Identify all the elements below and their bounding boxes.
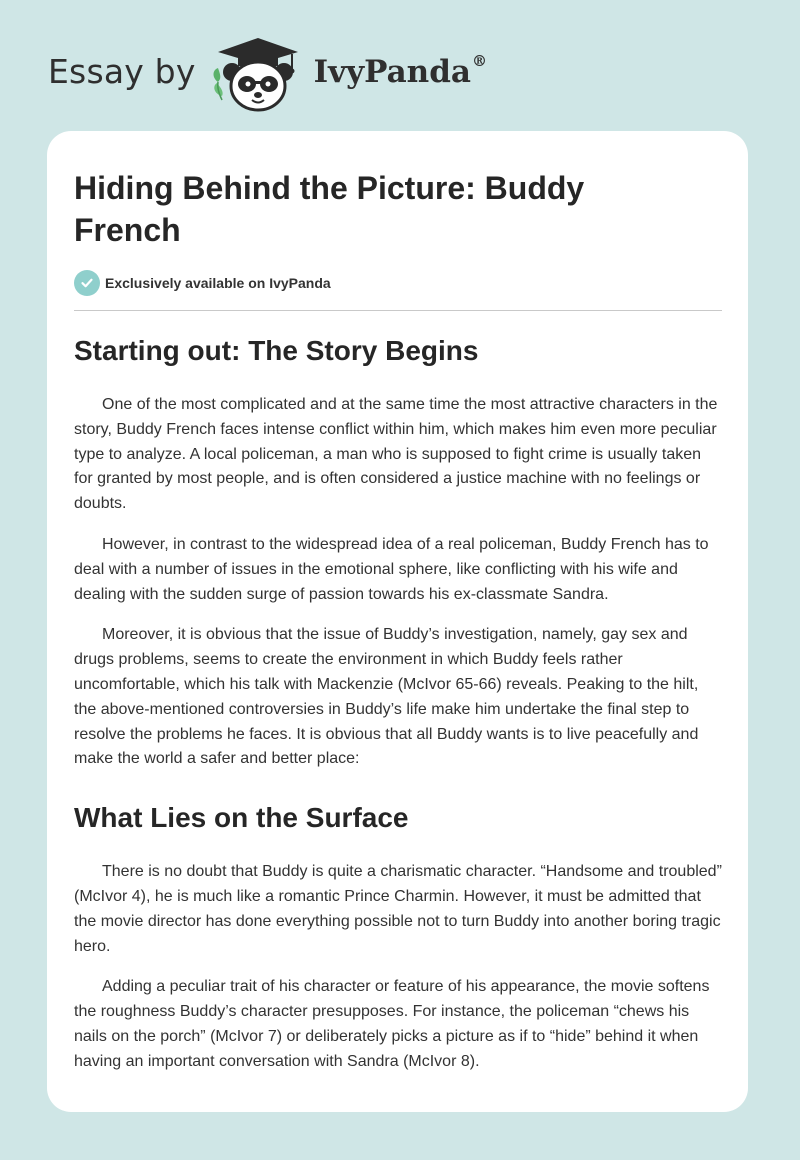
brand-name[interactable]: IvyPanda® [313,52,487,90]
exclusive-badge-label: Exclusively available on IvyPanda [105,275,331,291]
paragraph: There is no doubt that Buddy is quite a charismatic character. “Handsome and troubled” (McIvor 4), he is much like a romantic Prince Charmin. However, it must be admitted that the movie director has done everything possible not to turn Buddy into another boring tragic hero. [74,863,722,955]
site-header [48,34,487,114]
paragraph: However, in contrast to the widespread idea of a real policeman, Buddy French has to deal with a number of issues in the emotional sphere, like conflicting with his wife and dealing with the sudden surge of passion towards his ex-classmate Sandra. [74,535,709,603]
registered-mark: ® [471,52,487,70]
section-heading: What Lies on the Surface [74,802,409,834]
divider [74,310,722,311]
paragraph: One of the most complicated and at the same time the most attractive characters in the story, Buddy French faces intense conflict within him, which makes him even more peculiar type to analyze. A local policeman, a man who is supposed to fight crime is usually taken for granted by most people, and is often considered a justice machine with no feelings or doubts. [74,396,718,513]
panda-graduate-logo-icon[interactable] [208,34,308,114]
paragraph: Moreover, it is obvious that the issue of Buddy’s investigation, namely, gay sex and drugs problems, seems to create the environment in which Buddy feels rather uncomfortable, which his talk with Mackenzie (McIvor 65-66) reveals. Peaking to the hilt, the above-mentioned controversies in Buddy’s life make him undertake the final step to resolve the problems he faces. It is obvious that all Buddy wants is to live peacefully and make the world a safer and better place: [74,626,699,768]
exclusive-badge [74,269,722,297]
section-heading: Starting out: The Story Begins [74,335,479,366]
essay-card [47,131,748,1112]
essay-title: Hiding Behind the Picture: Buddy French [74,170,585,248]
essay-by-label: Essay by [48,51,196,91]
paragraph: Adding a peculiar trait of his character or feature of his appearance, the movie softens the roughness Buddy’s character presupposes. For instance, the policeman “chews his nails on the porch” (McIvor 7) or deliberately picks a picture as if to “hide” behind it when having an important conversation with Sandra (McIvor 8). [74,978,710,1070]
check-circle-icon [74,270,100,296]
